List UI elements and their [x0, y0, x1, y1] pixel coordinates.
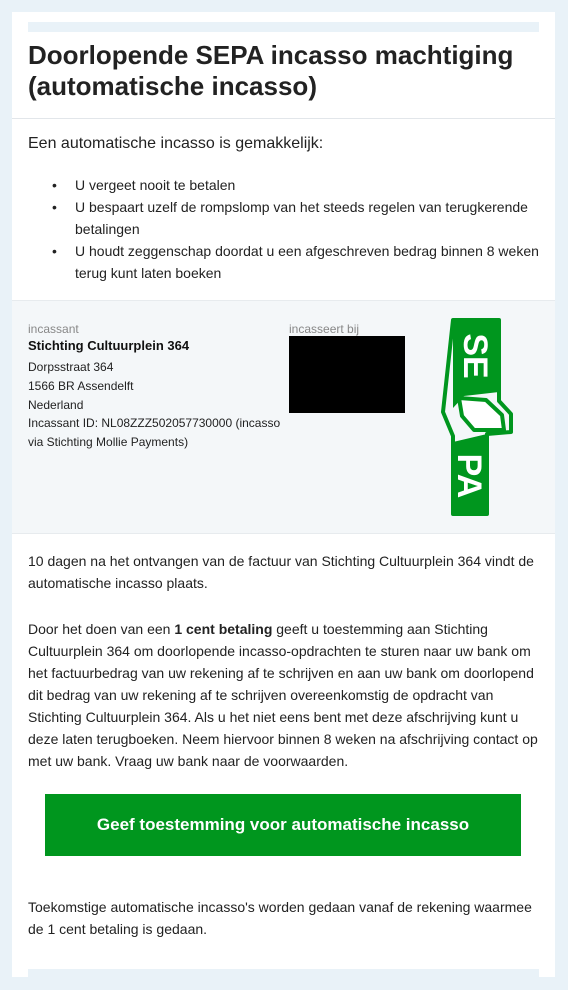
consent-paragraph — [28, 618, 542, 772]
list-item — [28, 196, 540, 240]
consent-suffix: geeft u toestemming aan Stichting Cultuurplein 364 om doorlopende incasso-opdrachten te sturen naar uw bank om het factuurbedrag van uw rekening af te schrijven en aan uw bank om doorlopend dit bedrag van uw rekening af te schrijven overeenkomstig de opdracht van Stichting Cultuurplein 364. Als u het niet eens bent met deze afschrijving kunt u deze laten terugboeken. Neem hiervoor binnen 8 weken na afschrijving contact op met uw bank. Vraag uw bank naar de voorwaarden. — [28, 621, 538, 769]
mandate-details — [12, 300, 555, 534]
consent-bold: 1 cent betaling — [174, 621, 273, 637]
list-item — [28, 174, 540, 196]
top-divider-strip — [28, 22, 539, 32]
title-divider — [12, 118, 555, 119]
debtor-redacted-block — [289, 336, 405, 413]
give-consent-button[interactable]: Geef toestemming voor automatische incasso — [45, 794, 521, 856]
timing-paragraph: 10 dagen na het ontvangen van de factuur van Stichting Cultuurplein 364 vindt de automatische incasso plaats. — [28, 553, 534, 591]
creditor-country: Nederland — [28, 398, 84, 412]
bullet-icon: • — [52, 177, 57, 193]
creditor-name: Stichting Cultuurplein 364 — [28, 338, 190, 353]
bullet-icon: • — [52, 243, 57, 259]
benefits-list — [28, 174, 540, 284]
sepa-logo — [440, 316, 516, 518]
bullet-icon: • — [52, 199, 57, 215]
footer-paragraph: Toekomstige automatische incasso's worden gedaan vanaf de rekening waarmee de 1 cent betaling is gedaan. — [28, 899, 532, 937]
bottom-divider-strip — [28, 969, 539, 977]
benefit-text: U vergeet nooit te betalen — [75, 177, 236, 193]
mandate-card — [12, 12, 555, 977]
creditor-id: Incassant ID: NL08ZZZ502057730000 (incasso via Stichting Mollie Payments) — [28, 416, 281, 449]
debtor-label: incasseert bij — [289, 322, 360, 336]
page-title: Doorlopende SEPA incasso machtiging (automatische incasso) — [28, 40, 514, 101]
sepa-logo-text-top: SE — [456, 333, 494, 379]
benefit-text: U houdt zeggenschap doordat u een afgeschreven bedrag binnen 8 weken terug kunt laten boeken — [75, 243, 539, 281]
sepa-logo-text-bottom: PA — [450, 453, 488, 499]
consent-prefix: Door het doen van een — [28, 621, 175, 637]
creditor-city: 1566 BR Assendelft — [28, 379, 134, 393]
intro-text: Een automatische incasso is gemakkelijk: — [28, 135, 324, 152]
creditor-street: Dorpsstraat 364 — [28, 360, 114, 374]
list-item — [28, 240, 540, 284]
creditor-label: incassant — [28, 322, 79, 336]
benefit-text: U bespaart uzelf de rompslomp van het steeds regelen van terugkerende betalingen — [75, 199, 528, 237]
